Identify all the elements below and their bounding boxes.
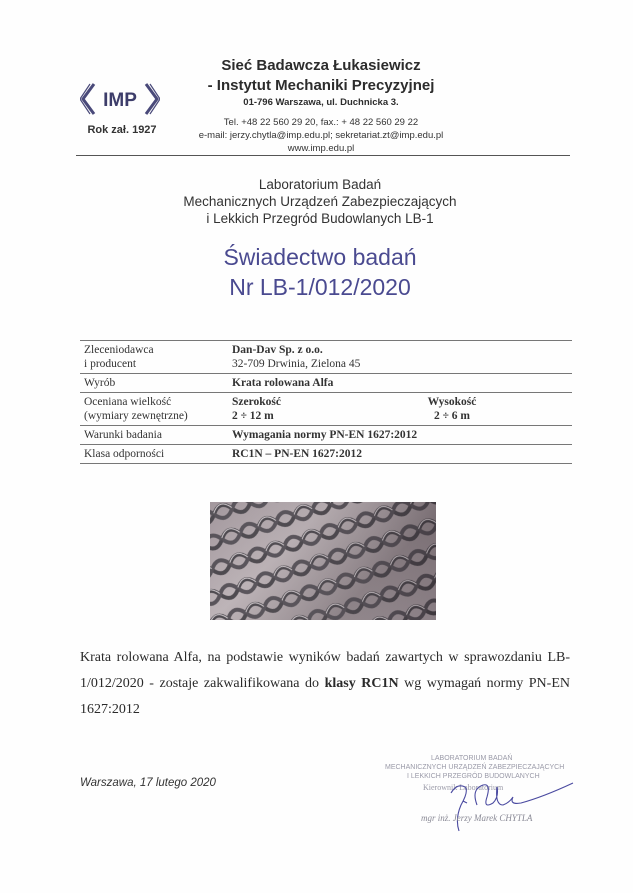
product-photo (210, 502, 436, 620)
table-row-product (80, 373, 572, 392)
conclusion-part1: Krata rolowana Alfa, na podstawie wyników badań zawartych w sprawozdaniu LB-1/012/2020 - zostaje zakwalifikowana do (80, 650, 570, 691)
title-line1: Świadectwo badań (223, 244, 417, 270)
imp-logo (80, 82, 160, 116)
size-label-line2: (wymiary zewnętrzne) (84, 410, 188, 422)
website: www.imp.edu.pl (287, 143, 355, 154)
laboratory-line3: i Lekkich Przegród Budowlanych LB-1 (206, 211, 434, 226)
certificate-number: Nr LB-1/012/2020 (229, 274, 411, 300)
imp-logo-icon (80, 82, 160, 116)
table-row-size (80, 392, 572, 425)
client-company: Dan-Dav Sp. z o.o. (232, 344, 323, 356)
product-value: Krata rolowana Alfa (232, 377, 334, 389)
signatory-name: mgr inż. Jerzy Marek CHYTLA (421, 813, 533, 823)
table-row-class (80, 444, 572, 464)
stamp-line1: MECHANICZNYCH URZĄDZEŃ ZABEZPIECZAJĄCYCH (385, 764, 565, 771)
conclusion-part2: wg wymagań normy PN-EN 1627:2012 (80, 676, 570, 717)
laboratory-name (160, 176, 480, 227)
specification-table (80, 340, 572, 464)
logo-text: IMP (103, 90, 137, 111)
metal-mesh-image (210, 502, 436, 620)
width-label: Szerokość (232, 396, 281, 408)
contact-block (176, 116, 466, 155)
client-label-line2: i producent (84, 358, 137, 370)
conditions-label: Warunki badania (84, 429, 162, 441)
institute-address: 01-796 Warszawa, ul. Duchnicka 3. (243, 97, 399, 108)
size-label-line1: Oceniana wielkość (84, 396, 172, 408)
row-label (80, 343, 232, 371)
stamp-line2: I LEKKICH PRZEGRÓD BUDOWLANYCH (407, 773, 540, 780)
institute-header (176, 56, 466, 155)
phone-fax: Tel. +48 22 560 29 20, fax.: + 48 22 560 29 22 (223, 117, 419, 128)
institute-name-line1: Sieć Badawcza Łukasiewicz (221, 57, 421, 74)
table-row-conditions (80, 425, 572, 444)
client-label-line1: Zleceniodawca (84, 344, 154, 356)
stamp-line0: LABORATORIUM BADAŃ (431, 755, 513, 762)
institute-name-line2: - Instytut Mechaniki Precyzyjnej (207, 77, 435, 94)
height-label: Wysokość (427, 396, 477, 408)
width-value: 2 ÷ 12 m (232, 410, 274, 422)
email-addresses: e-mail: jerzy.chytla@imp.edu.pl; sekretariat.zt@imp.edu.pl (198, 130, 444, 141)
class-label: Klasa odporności (84, 448, 165, 460)
client-address: 32-709 Drwinia, Zielona 45 (232, 358, 361, 370)
class-value: RC1N – PN-EN 1627:2012 (232, 448, 363, 460)
signature-icon (443, 775, 583, 835)
issue-date: Warszawa, 17 lutego 2020 (80, 777, 216, 789)
laboratory-stamp (385, 755, 585, 835)
certificate-title (140, 242, 500, 302)
conclusion-text (80, 645, 570, 723)
conclusion-class: klasy RC1N (324, 676, 399, 691)
dimensions (232, 395, 572, 423)
height-value: 2 ÷ 6 m (433, 410, 471, 422)
header-divider (76, 155, 570, 156)
table-row-client (80, 340, 572, 373)
stamp-line3: Kierownik Laboratorium (423, 783, 504, 792)
founded-year: Rok zał. 1927 (87, 124, 157, 136)
laboratory-line2: Mechanicznych Urządzeń Zabezpieczających (183, 194, 457, 209)
conditions-value: Wymagania normy PN-EN 1627:2012 (232, 429, 418, 441)
row-label (80, 395, 232, 423)
product-label: Wyrób (84, 377, 116, 389)
row-value (232, 343, 572, 371)
laboratory-line1: Laboratorium Badań (258, 177, 382, 192)
